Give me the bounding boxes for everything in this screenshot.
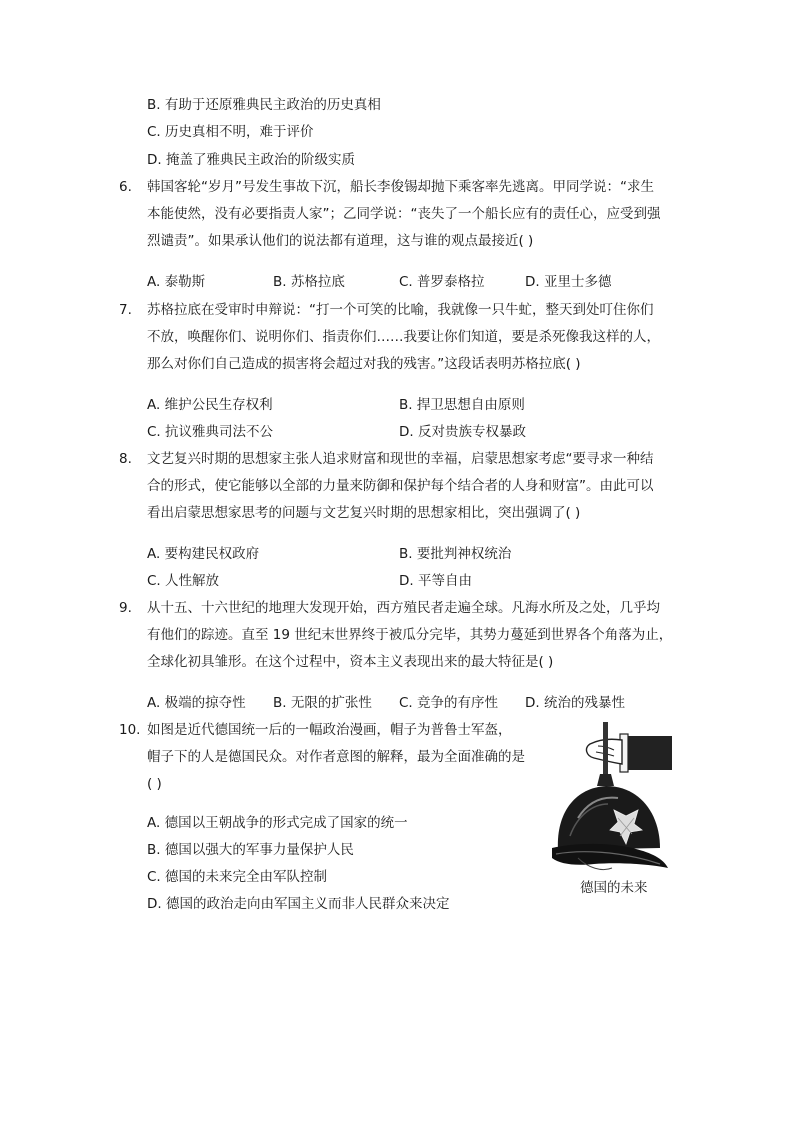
question-7-line-2: 不放，唤醒你们、说明你们、指责你们……我要让你们知道，要是杀死像我这样的人， <box>147 329 660 345</box>
question-7-line-3: 那么对你们自己造成的损害将会超过对我的残害。”这段话表明苏格拉底( ) <box>147 356 581 372</box>
question-9-option-c: C. 竞争的有序性 <box>399 695 499 711</box>
question-8-option-d: D. 平等自由 <box>399 573 472 589</box>
question-8-line-1: 文艺复兴时期的思想家主张人追求财富和现世的幸福，启蒙思想家考虑“要寻求一种结 <box>147 451 654 467</box>
question-10-line-2: 帽子下的人是德国民众。对作者意图的解释，最为全面准确的是 <box>147 749 525 765</box>
question-7-option-d: D. 反对贵族专权暴政 <box>399 424 526 440</box>
spike-shape <box>603 722 608 778</box>
question-8-option-a: A. 要构建民权政府 <box>147 546 260 562</box>
question-8-option-b: B. 要批判神权统治 <box>399 546 512 562</box>
question-8-option-c: C. 人性解放 <box>147 573 220 589</box>
question-6-line-2: 本能使然，没有必要指责人家”；乙同学说：“丧失了一个船长应有的责任心，应受到强 <box>147 206 661 222</box>
question-10-option-b: B. 德国以强大的军事力量保护人民 <box>147 842 354 858</box>
question-10-option-a: A. 德国以王朝战争的形式完成了国家的统一 <box>147 815 408 831</box>
figure-caption: 德国的未来 <box>580 880 648 896</box>
helmet-cartoon-image <box>548 718 672 878</box>
question-10-option-c: C. 德国的未来完全由军队控制 <box>147 869 328 885</box>
question-8-line-3: 看出启蒙思想家思考的问题与文艺复兴时期的思想家相比，突出强调了( ) <box>147 505 581 521</box>
question-9-number: 9. <box>119 600 132 616</box>
question-9-line-3: 全球化初具雏形。在这个过程中，资本主义表现出来的最大特征是( ) <box>147 654 554 670</box>
question-8-number: 8. <box>119 451 132 467</box>
sleeve-shape <box>624 736 672 770</box>
question-9-line-2: 有他们的踪迹。直至 19 世纪末世界终于被瓜分完毕，其势力蔓延到世界各个角落为止， <box>147 627 673 643</box>
question-9-line-1: 从十五、十六世纪的地理大发现开始，西方殖民者走遍全球。凡海水所及之处，几乎均 <box>147 600 660 616</box>
question-10-line-1: 如图是近代德国统一后的一幅政治漫画，帽子为普鲁士军盔， <box>147 722 512 738</box>
cartoon-figure <box>548 718 672 898</box>
question-6-option-d: D. 亚里士多德 <box>525 274 612 290</box>
question-6-option-a: A. 泰勒斯 <box>147 274 206 290</box>
question-8-line-2: 合的形式，使它能够以全部的力量来防御和保护每个结合者的人身和财富”。由此可以 <box>147 478 654 494</box>
question-9-option-d: D. 统治的残暴性 <box>525 695 625 711</box>
question-10-option-d: D. 德国的政治走向由军国主义而非人民群众来决定 <box>147 896 450 912</box>
question-7-option-a: A. 维护公民生存权利 <box>147 397 273 413</box>
question-7-line-1: 苏格拉底在受审时申辩说：“打一个可笑的比喻，我就像一只牛虻，整天到处叮住你们 <box>147 302 654 318</box>
question-7-number: 7. <box>119 302 132 318</box>
question-7-option-c: C. 抗议雅典司法不公 <box>147 424 274 440</box>
question-6-option-c: C. 普罗泰格拉 <box>399 274 485 290</box>
option-d: D. 掩盖了雅典民主政治的阶级实质 <box>147 152 355 168</box>
question-6-line-1: 韩国客轮“岁月”号发生事故下沉，船长李俊锡却抛下乘客率先逃离。甲同学说：“求生 <box>147 179 654 195</box>
question-9-option-b: B. 无限的扩张性 <box>273 695 372 711</box>
question-6-option-b: B. 苏格拉底 <box>273 274 345 290</box>
question-9-option-a: A. 极端的掠夺性 <box>147 695 246 711</box>
question-7-option-b: B. 捍卫思想自由原则 <box>399 397 525 413</box>
option-c: C. 历史真相不明，难于评价 <box>147 124 314 140</box>
question-6-line-3: 烈谴责”。如果承认他们的说法都有道理，这与谁的观点最接近( ) <box>147 233 534 249</box>
helmet-dome-shape <box>558 786 660 850</box>
question-10-number: 10. <box>119 722 141 738</box>
question-10-line-3: ( ) <box>147 776 162 792</box>
option-b: B. 有助于还原雅典民主政治的历史真相 <box>147 97 381 113</box>
question-6-number: 6. <box>119 179 132 195</box>
